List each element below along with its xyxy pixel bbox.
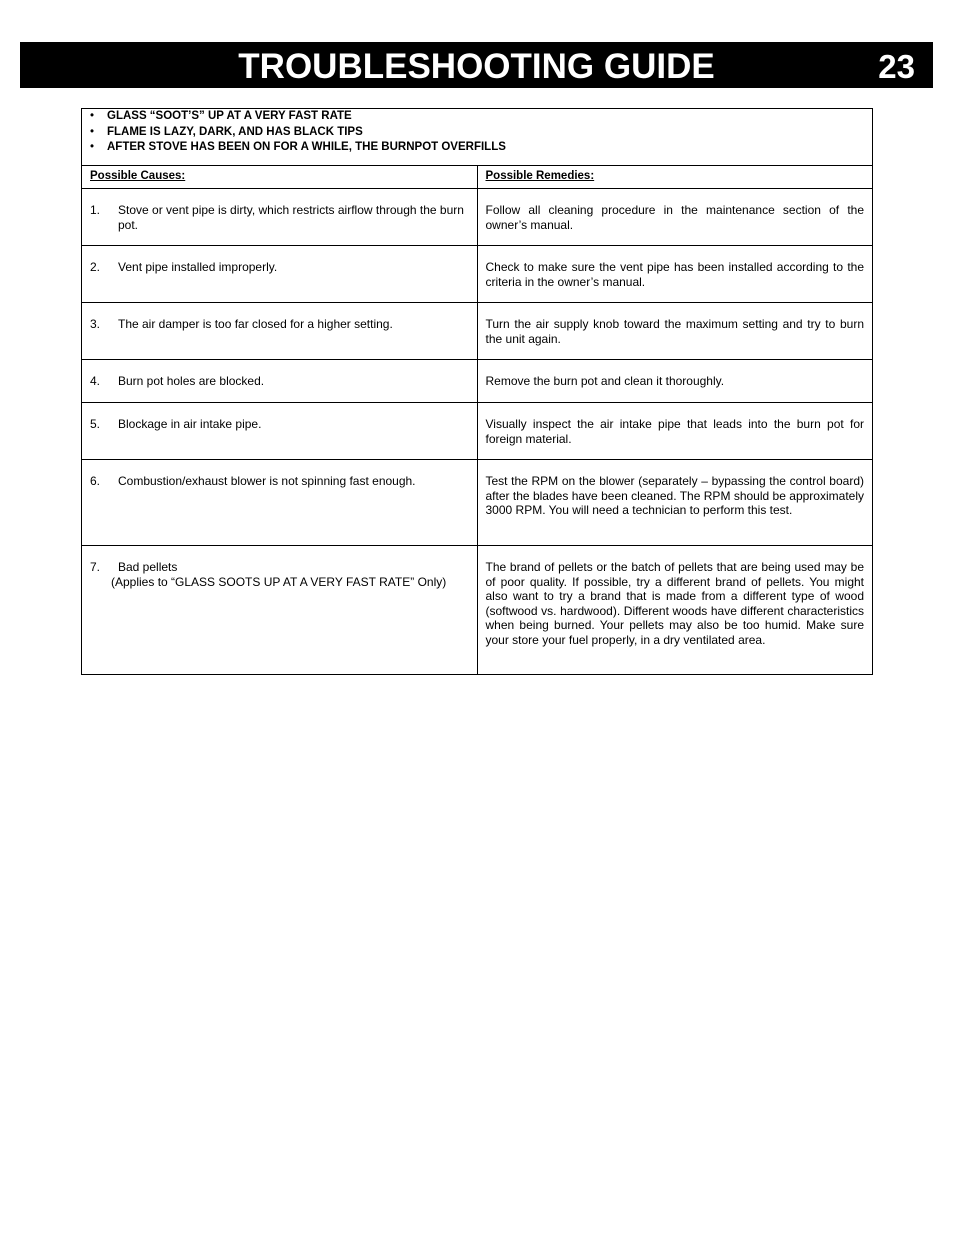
- cause-cell: [82, 403, 478, 460]
- remedy-cell: [477, 546, 873, 675]
- causes-header: Possible Causes:: [90, 170, 186, 182]
- column-header-row: [82, 166, 873, 189]
- symptom-text: FLAME IS LAZY, DARK, AND HAS BLACK TIPS: [107, 125, 363, 138]
- remedy-cell: [477, 189, 873, 246]
- cause-number: 2.: [90, 260, 101, 274]
- cause-number: 5.: [90, 417, 101, 431]
- remedy-cell: [477, 303, 873, 360]
- cause-note: (Applies to “GLASS SOOTS UP AT A VERY FAST RATE” Only): [111, 574, 447, 589]
- cause-text: Vent pipe installed improperly.: [118, 260, 278, 274]
- cause-text: Burn pot holes are blocked.: [118, 374, 265, 388]
- symptoms-cell: [82, 109, 873, 166]
- cause-number: 4.: [90, 374, 101, 388]
- table-row: [82, 246, 873, 303]
- symptom-item: [82, 125, 872, 141]
- header-bar: [20, 42, 933, 88]
- symptom-text: GLASS “SOOT’S” UP AT A VERY FAST RATE: [107, 110, 352, 122]
- remedy-cell: [477, 403, 873, 460]
- cause-cell: [82, 360, 478, 403]
- table-row: [82, 189, 873, 246]
- symptoms-row: [82, 109, 873, 166]
- cause-cell: [82, 546, 478, 675]
- cause-number: 6.: [90, 474, 101, 488]
- page-number: 23: [878, 48, 915, 85]
- symptom-text: AFTER STOVE HAS BEEN ON FOR A WHILE, THE BURNPOT OVERFILLS: [107, 141, 506, 153]
- bullet-icon: •: [90, 110, 95, 122]
- symptom-list: [82, 109, 872, 156]
- table-row: [82, 546, 873, 675]
- table-row: [82, 460, 873, 546]
- remedy-text: Check to make sure the vent pipe has been installed according to the criteria in the owner’s manual.: [485, 260, 864, 289]
- cause-text: Stove or vent pipe is dirty, which restricts airflow through the burn pot.: [118, 203, 464, 232]
- remedy-cell: [477, 460, 873, 546]
- cause-text: The air damper is too far closed for a higher setting.: [118, 317, 393, 331]
- cause-text: Combustion/exhaust blower is not spinning fast enough.: [118, 474, 416, 488]
- cause-number: 7.: [90, 560, 101, 574]
- bullet-icon: •: [90, 141, 95, 153]
- cause-text: Blockage in air intake pipe.: [118, 417, 262, 431]
- remedy-cell: [477, 360, 873, 403]
- symptom-item: [82, 109, 872, 125]
- remedy-text: Visually inspect the air intake pipe that leads into the burn pot for foreign material.: [485, 417, 864, 446]
- bullet-icon: •: [90, 125, 95, 138]
- table-row: [82, 360, 873, 403]
- cause-cell: [82, 246, 478, 303]
- remedy-text: The brand of pellets or the batch of pellets that are being used may be of poor quality. If possible, try a different brand of pellets. You might also want to try a brand that is made from a different type of wood (softwood vs. hardwood). Different woods have different characteristics when being burned. Your pellets may also be too humid. Make sure your store your fuel properly, in a dry ventilated area.: [485, 560, 864, 647]
- remedies-header: Possible Remedies:: [485, 170, 595, 182]
- cause-cell: [82, 460, 478, 546]
- causes-header-cell: [82, 166, 478, 189]
- cause-text: Bad pellets: [118, 560, 178, 574]
- cause-cell: [82, 303, 478, 360]
- remedy-cell: [477, 246, 873, 303]
- table-row: [82, 303, 873, 360]
- remedy-text: Test the RPM on the blower (separately – bypassing the control board) after the blades have been cleaned. The RPM should be approximately 3000 RPM. You will need a technician to perform this test.: [485, 474, 864, 517]
- remedy-text: Turn the air supply knob toward the maximum setting and try to burn the unit again.: [485, 317, 864, 346]
- remedy-text: Remove the burn pot and clean it thoroughly.: [485, 374, 725, 388]
- symptom-item: [82, 140, 872, 156]
- page-title: TROUBLESHOOTING GUIDE: [238, 47, 715, 86]
- cause-number: 1.: [90, 203, 101, 217]
- remedy-text: Follow all cleaning procedure in the maintenance section of the owner’s manual.: [485, 203, 864, 232]
- cause-number: 3.: [90, 317, 101, 331]
- remedies-header-cell: [477, 166, 873, 189]
- cause-cell: [82, 189, 478, 246]
- troubleshooting-table: [81, 108, 873, 675]
- table-row: [82, 403, 873, 460]
